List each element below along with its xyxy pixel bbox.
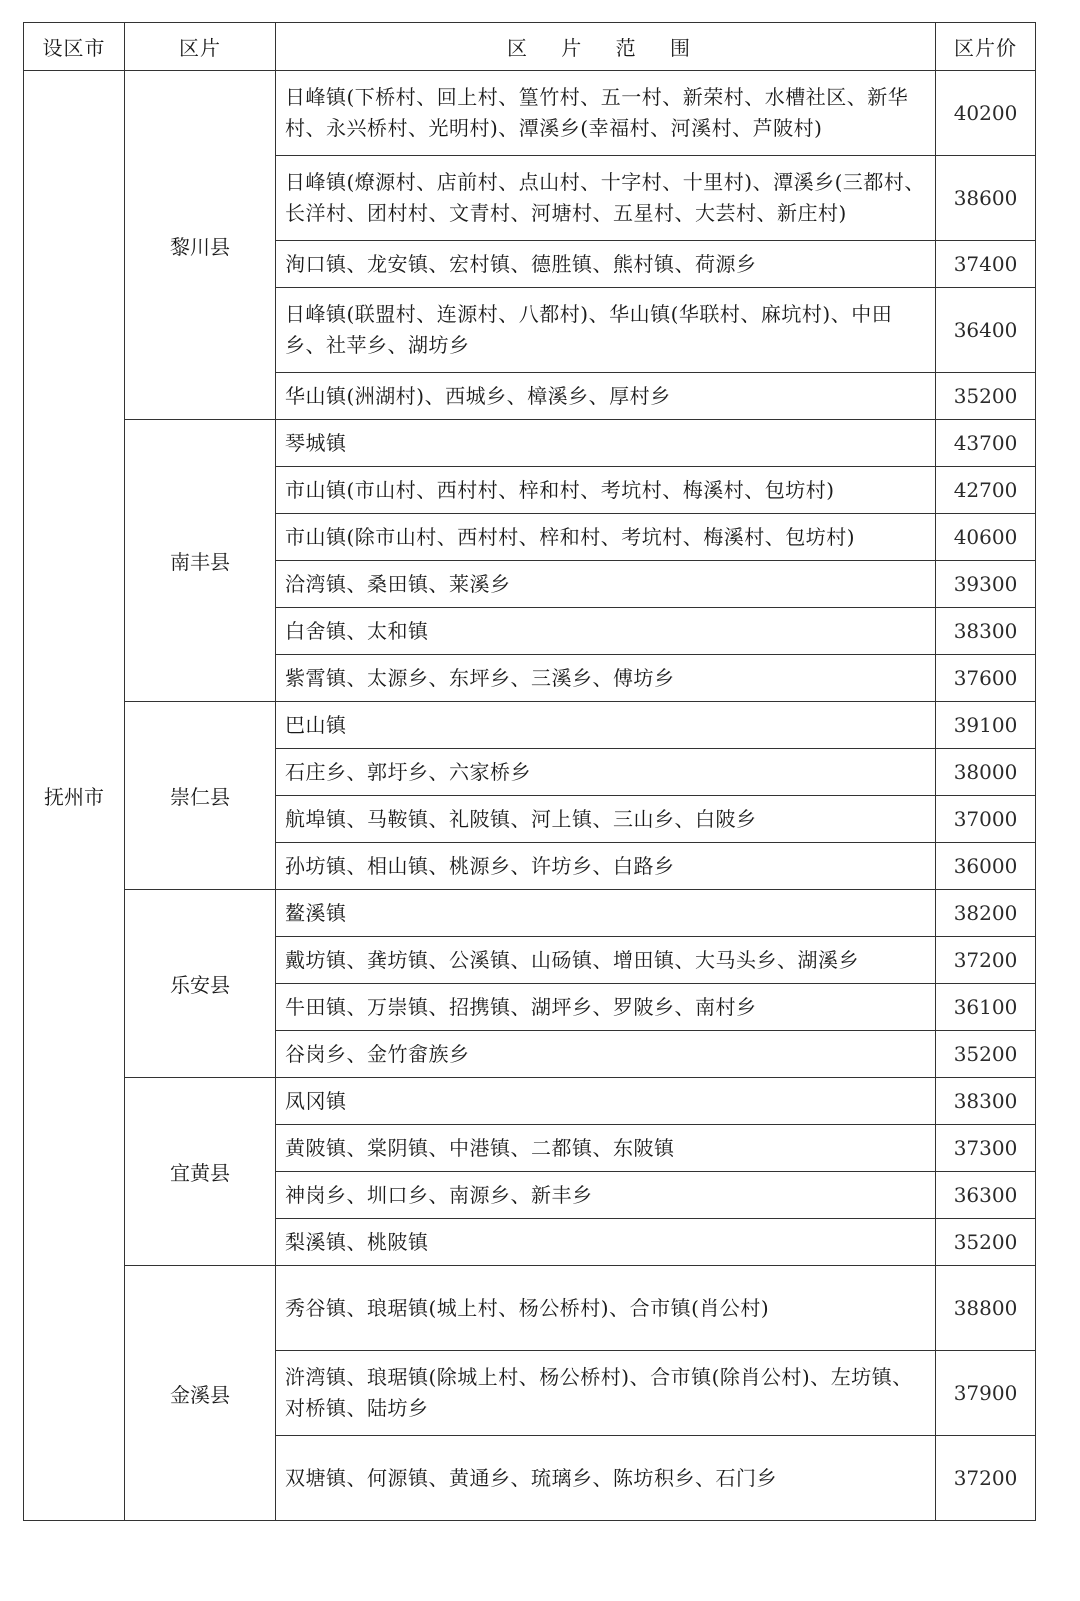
district-cell: 黎川县: [125, 71, 276, 420]
district-cell: 崇仁县: [125, 702, 276, 890]
price-cell: 43700: [936, 420, 1036, 467]
range-cell: 牛田镇、万崇镇、招携镇、湖坪乡、罗陂乡、南村乡: [276, 984, 936, 1031]
district-cell: 乐安县: [125, 890, 276, 1078]
price-cell: 38300: [936, 1078, 1036, 1125]
price-cell: 39300: [936, 561, 1036, 608]
range-cell: 市山镇(除市山村、西村村、梓和村、考坑村、梅溪村、包坊村): [276, 514, 936, 561]
range-cell: 浒湾镇、琅琚镇(除城上村、杨公桥村)、合市镇(除肖公村)、左坊镇、对桥镇、陆坊乡: [276, 1351, 936, 1436]
header-row: [24, 23, 1036, 71]
price-cell: 42700: [936, 467, 1036, 514]
range-cell: 市山镇(市山村、西村村、梓和村、考坑村、梅溪村、包坊村): [276, 467, 936, 514]
price-cell: 36300: [936, 1172, 1036, 1219]
price-cell: 35200: [936, 373, 1036, 420]
price-cell: 40200: [936, 71, 1036, 156]
range-cell: 秀谷镇、琅琚镇(城上村、杨公桥村)、合市镇(肖公村): [276, 1266, 936, 1351]
price-cell: 35200: [936, 1219, 1036, 1266]
price-cell: 35200: [936, 1031, 1036, 1078]
range-cell: 紫霄镇、太源乡、东坪乡、三溪乡、傅坊乡: [276, 655, 936, 702]
price-cell: 38200: [936, 890, 1036, 937]
range-cell: 孙坊镇、相山镇、桃源乡、许坊乡、白路乡: [276, 843, 936, 890]
district-cell: 宜黄县: [125, 1078, 276, 1266]
table-row: [24, 71, 1036, 156]
price-cell: 36400: [936, 288, 1036, 373]
range-cell: 日峰镇(燎源村、店前村、点山村、十字村、十里村)、潭溪乡(三都村、长洋村、团村村、文青村、河塘村、五星村、大芸村、新庄村): [276, 156, 936, 241]
range-cell: 梨溪镇、桃陂镇: [276, 1219, 936, 1266]
price-cell: 37400: [936, 241, 1036, 288]
range-cell: 巴山镇: [276, 702, 936, 749]
header-price: 区片价: [936, 23, 1036, 71]
table-row: [24, 420, 1036, 467]
price-cell: 37000: [936, 796, 1036, 843]
range-cell: 凤冈镇: [276, 1078, 936, 1125]
table-row: [24, 1266, 1036, 1351]
header-range: 区 片 范 围: [276, 23, 936, 71]
table-row: [24, 702, 1036, 749]
table-row: [24, 890, 1036, 937]
header-city: 设区市: [24, 23, 125, 71]
district-cell: 南丰县: [125, 420, 276, 702]
range-cell: 石庄乡、郭圩乡、六家桥乡: [276, 749, 936, 796]
table-body: [24, 71, 1036, 1521]
price-cell: 39100: [936, 702, 1036, 749]
range-cell: 双塘镇、何源镇、黄通乡、琉璃乡、陈坊积乡、石门乡: [276, 1436, 936, 1521]
range-cell: 华山镇(洲湖村)、西城乡、樟溪乡、厚村乡: [276, 373, 936, 420]
price-cell: 37900: [936, 1351, 1036, 1436]
table-row: [24, 1078, 1036, 1125]
range-cell: 戴坊镇、龚坊镇、公溪镇、山砀镇、增田镇、大马头乡、湖溪乡: [276, 937, 936, 984]
header-district: 区片: [125, 23, 276, 71]
range-cell: 鳌溪镇: [276, 890, 936, 937]
range-cell: 洽湾镇、桑田镇、莱溪乡: [276, 561, 936, 608]
land-price-table: [23, 22, 1036, 1521]
price-cell: 38000: [936, 749, 1036, 796]
range-cell: 白舍镇、太和镇: [276, 608, 936, 655]
range-cell: 航埠镇、马鞍镇、礼陂镇、河上镇、三山乡、白陂乡: [276, 796, 936, 843]
price-cell: 38600: [936, 156, 1036, 241]
price-cell: 37200: [936, 937, 1036, 984]
city-cell: 抚州市: [24, 71, 125, 1521]
price-cell: 38300: [936, 608, 1036, 655]
price-cell: 36100: [936, 984, 1036, 1031]
range-cell: 洵口镇、龙安镇、宏村镇、德胜镇、熊村镇、荷源乡: [276, 241, 936, 288]
range-cell: 日峰镇(联盟村、连源村、八都村)、华山镇(华联村、麻坑村)、中田乡、社苹乡、湖坊乡: [276, 288, 936, 373]
range-cell: 神岗乡、圳口乡、南源乡、新丰乡: [276, 1172, 936, 1219]
range-cell: 黄陂镇、棠阴镇、中港镇、二都镇、东陂镇: [276, 1125, 936, 1172]
range-cell: 日峰镇(下桥村、回上村、篁竹村、五一村、新荣村、水槽社区、新华村、永兴桥村、光明村)、潭溪乡(幸福村、河溪村、芦陂村): [276, 71, 936, 156]
price-cell: 36000: [936, 843, 1036, 890]
district-cell: 金溪县: [125, 1266, 276, 1521]
price-cell: 37200: [936, 1436, 1036, 1521]
price-cell: 40600: [936, 514, 1036, 561]
range-cell: 琴城镇: [276, 420, 936, 467]
price-cell: 37600: [936, 655, 1036, 702]
price-cell: 38800: [936, 1266, 1036, 1351]
range-cell: 谷岗乡、金竹畲族乡: [276, 1031, 936, 1078]
price-cell: 37300: [936, 1125, 1036, 1172]
